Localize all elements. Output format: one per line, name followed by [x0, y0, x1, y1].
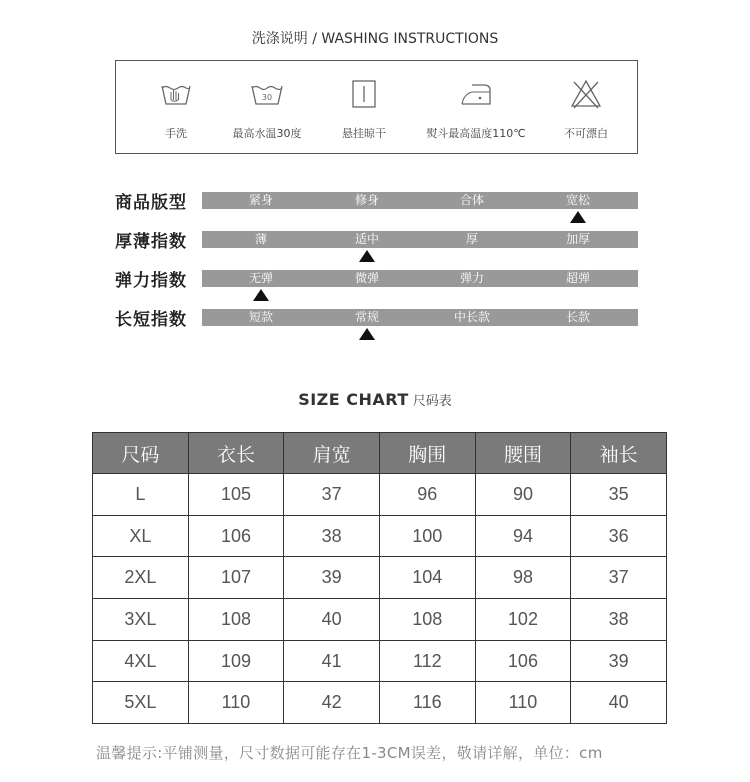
table-cell: 107 — [188, 557, 284, 599]
wash-item-label: 不可漂白 — [564, 127, 608, 140]
table-row — [93, 474, 667, 516]
table-cell: 94 — [475, 515, 571, 557]
attribute-option: 适中 — [354, 232, 379, 246]
table-cell: 40 — [284, 599, 380, 641]
washing-instructions-panel — [115, 60, 638, 154]
column-header: 腰围 — [475, 433, 571, 474]
table-cell: 90 — [475, 474, 571, 516]
table-cell: 37 — [284, 474, 380, 516]
column-header: 肩宽 — [284, 433, 380, 474]
attribute-option: 微弹 — [354, 271, 379, 285]
attribute-label: 长短指数 — [115, 310, 187, 330]
attribute-row-fit — [115, 186, 638, 216]
wash-item-label: 悬挂晾干 — [342, 127, 386, 140]
wash-item-label: 手洗 — [165, 127, 187, 140]
table-cell: 106 — [188, 515, 284, 557]
table-cell: L — [93, 474, 189, 516]
table-cell: 39 — [571, 640, 667, 682]
attribute-option: 修身 — [354, 193, 379, 207]
attribute-scale-bar — [202, 309, 638, 326]
attribute-scale-bar — [202, 231, 638, 248]
attribute-option: 厚 — [465, 232, 478, 246]
attribute-row-elasticity — [115, 264, 638, 294]
table-cell: 35 — [571, 474, 667, 516]
attribute-option: 长款 — [565, 310, 590, 324]
column-header: 胸围 — [379, 433, 475, 474]
table-header-row — [93, 433, 667, 474]
no-bleach-icon — [568, 76, 604, 112]
attribute-scale-bar — [202, 192, 638, 209]
iron-icon — [458, 76, 494, 112]
attribute-option: 紧身 — [248, 193, 273, 207]
selected-marker — [359, 250, 375, 262]
column-header: 衣长 — [188, 433, 284, 474]
wash-30-icon — [249, 76, 285, 112]
attribute-option: 超弹 — [565, 271, 590, 285]
table-cell: XL — [93, 515, 189, 557]
table-cell: 110 — [188, 682, 284, 724]
table-row — [93, 640, 667, 682]
table-row — [93, 682, 667, 724]
attribute-option: 中长款 — [453, 310, 490, 324]
wash-item-label: 熨斗最高温度110℃ — [426, 127, 526, 140]
wash-temp-text: 30 — [261, 93, 273, 102]
table-cell: 102 — [475, 599, 571, 641]
table-cell: 112 — [379, 640, 475, 682]
attribute-row-length — [115, 303, 638, 333]
table-cell: 41 — [284, 640, 380, 682]
table-cell: 42 — [284, 682, 380, 724]
selected-marker — [253, 289, 269, 301]
table-cell: 105 — [188, 474, 284, 516]
wash-item-iron — [416, 61, 536, 155]
table-cell: 40 — [571, 682, 667, 724]
table-cell: 108 — [379, 599, 475, 641]
table-cell: 108 — [188, 599, 284, 641]
column-header: 袖长 — [571, 433, 667, 474]
table-cell: 2XL — [93, 557, 189, 599]
size-chart-title — [0, 390, 750, 409]
attribute-label: 弹力指数 — [115, 271, 187, 291]
attribute-option: 弹力 — [459, 271, 484, 285]
column-header: 尺码 — [93, 433, 189, 474]
table-cell: 109 — [188, 640, 284, 682]
table-cell: 4XL — [93, 640, 189, 682]
size-chart-title-en: SIZE CHART — [298, 390, 409, 409]
table-cell: 100 — [379, 515, 475, 557]
attribute-option: 合体 — [459, 193, 484, 207]
attribute-option: 短款 — [248, 310, 273, 324]
attribute-option: 宽松 — [565, 193, 590, 207]
attribute-option: 无弹 — [248, 271, 273, 285]
table-row — [93, 515, 667, 557]
attribute-scale-bar — [202, 270, 638, 287]
table-cell: 110 — [475, 682, 571, 724]
wash-item-hang-dry — [304, 61, 424, 155]
wash-item-no-bleach — [526, 61, 646, 155]
size-chart-table — [92, 432, 667, 724]
table-cell: 37 — [571, 557, 667, 599]
table-cell: 38 — [571, 599, 667, 641]
table-cell: 5XL — [93, 682, 189, 724]
attribute-option: 常规 — [354, 310, 379, 324]
table-cell: 36 — [571, 515, 667, 557]
wash-item-label: 最高水温30度 — [232, 127, 302, 140]
table-cell: 106 — [475, 640, 571, 682]
table-cell: 96 — [379, 474, 475, 516]
table-cell: 98 — [475, 557, 571, 599]
attribute-option: 薄 — [254, 232, 267, 246]
table-cell: 104 — [379, 557, 475, 599]
washing-instructions-title: 洗涤说明 / WASHING INSTRUCTIONS — [251, 31, 499, 47]
selected-marker — [359, 328, 375, 340]
table-cell: 3XL — [93, 599, 189, 641]
table-row — [93, 599, 667, 641]
table-row — [93, 557, 667, 599]
attribute-label: 商品版型 — [115, 193, 187, 213]
table-cell: 39 — [284, 557, 380, 599]
attribute-row-thickness — [115, 225, 638, 255]
table-cell: 116 — [379, 682, 475, 724]
size-chart-title-cn: 尺码表 — [412, 394, 452, 409]
hand-wash-icon — [158, 76, 194, 112]
hang-dry-icon — [346, 76, 382, 112]
attribute-option: 加厚 — [565, 232, 590, 246]
table-cell: 38 — [284, 515, 380, 557]
measurement-footnote: 温馨提示:平铺测量，尺寸数据可能存在1-3CM误差，敬请详解，单位：cm — [96, 744, 603, 762]
selected-marker — [570, 211, 586, 223]
attribute-label: 厚薄指数 — [115, 232, 187, 252]
